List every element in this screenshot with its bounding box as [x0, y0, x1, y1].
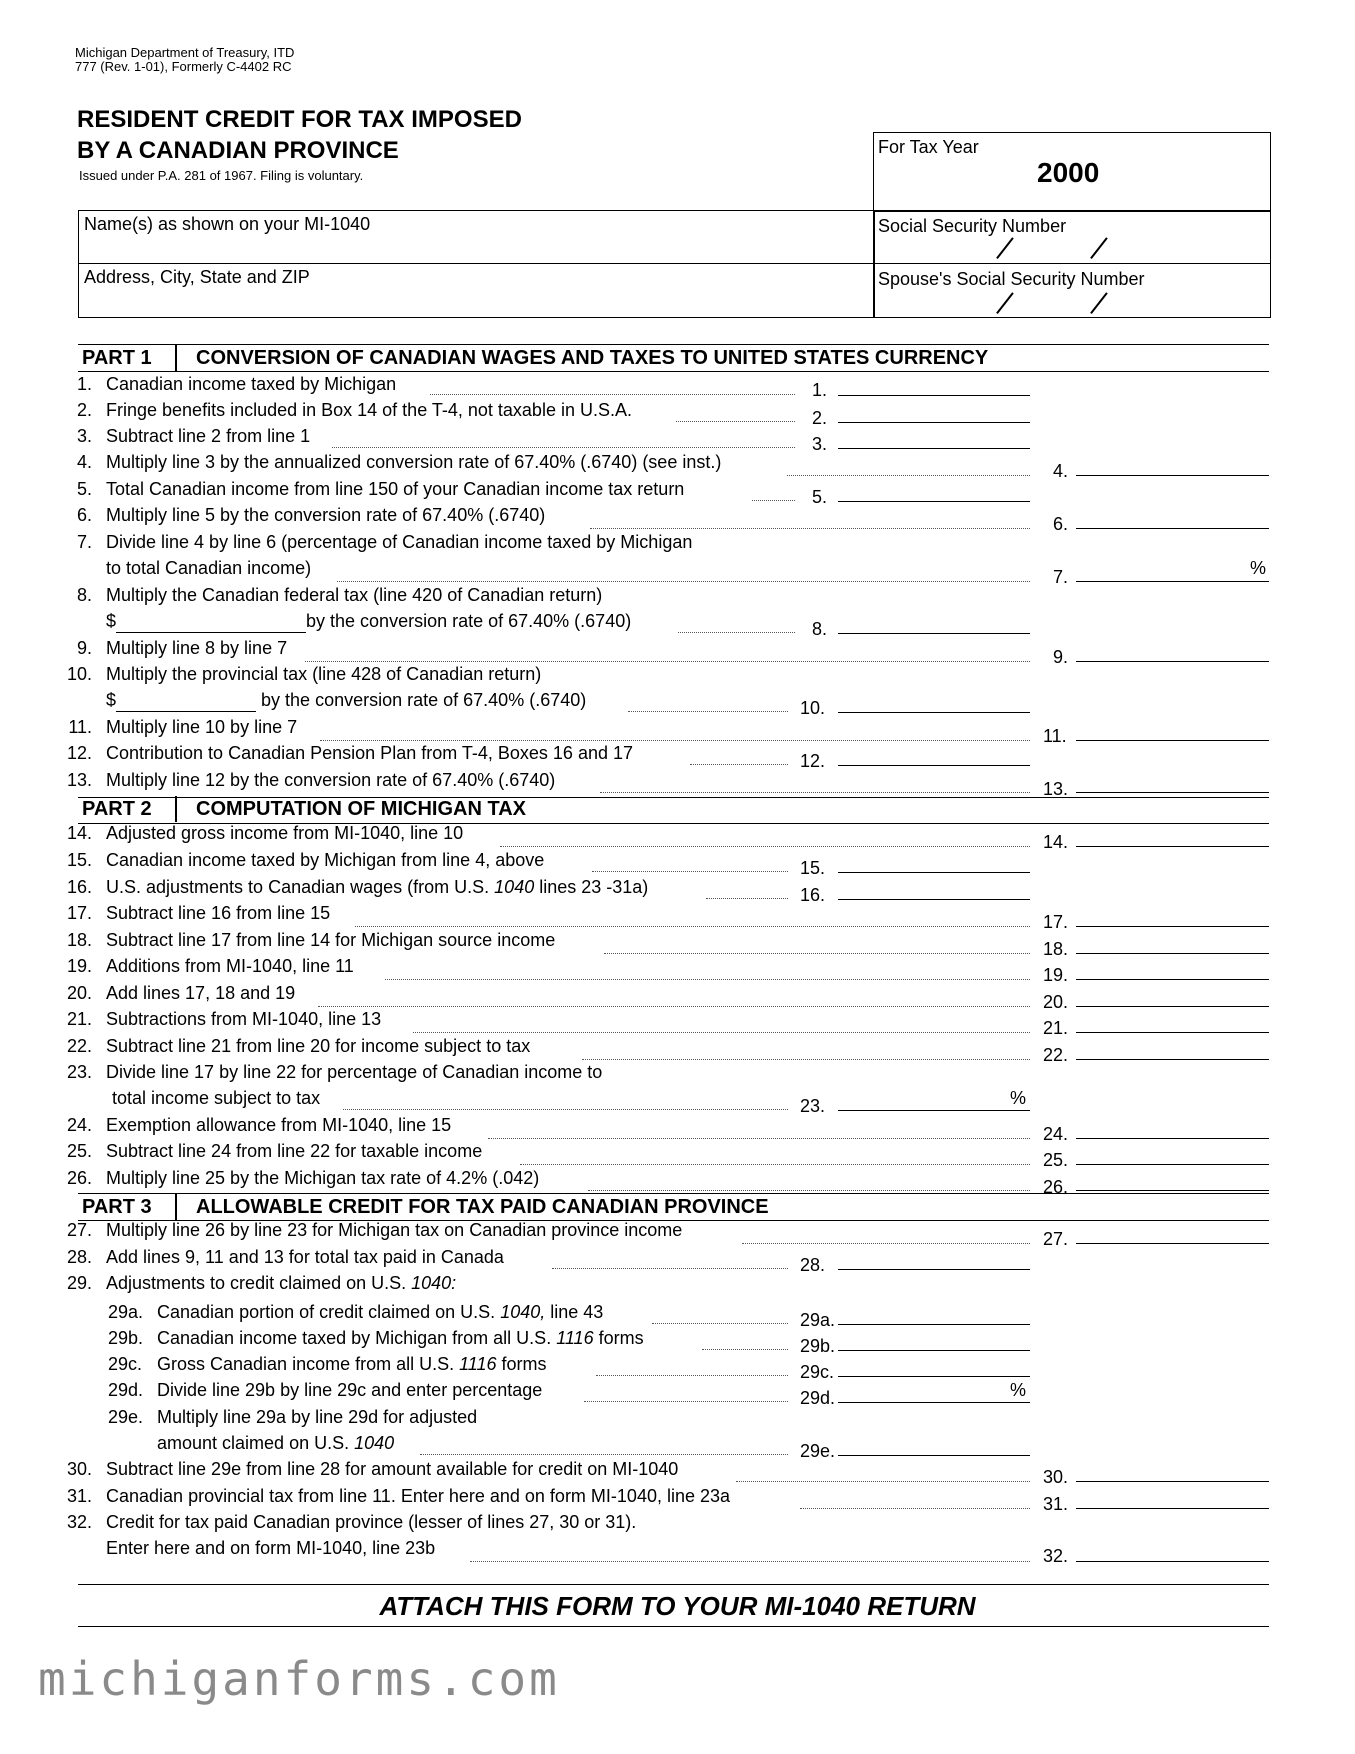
line-32-input[interactable] [1076, 1561, 1269, 1562]
line-31-input[interactable] [1076, 1508, 1269, 1509]
spouse-ssn-field[interactable] [873, 263, 1271, 318]
part-1-header [78, 347, 1268, 370]
line-7-input[interactable] [1076, 581, 1269, 582]
divider [78, 371, 1269, 372]
line-5: 5. Total Canadian income from line 150 of your Canadian income tax return 5. [0, 479, 1355, 505]
title-line-2: BY A CANADIAN PROVINCE [77, 137, 399, 164]
line-25: 25. Subtract line 24 from line 22 for taxable income 25. [0, 1141, 1355, 1167]
line-8: 8. Multiply the Canadian federal tax (line 420 of Canadian return) [76, 585, 603, 605]
line-22-input[interactable] [1076, 1059, 1269, 1060]
line-8-input[interactable] [838, 633, 1030, 634]
line-5-input[interactable] [838, 501, 1030, 502]
title-line-1: RESIDENT CREDIT FOR TAX IMPOSED [77, 106, 522, 133]
line-29c: 29c. Gross Canadian income from all U.S. 1116 forms 29c. [0, 1354, 1355, 1380]
line-28: 28. Add lines 9, 11 and 13 for total tax paid in Canada 28. [0, 1247, 1355, 1273]
ssn-separator [1090, 237, 1107, 258]
line-8-cont: $ by the conversion rate of 67.40% (.6740) 8. [0, 611, 1355, 637]
line-12-input[interactable] [838, 765, 1030, 766]
line-25-input[interactable] [1076, 1164, 1269, 1165]
federal-tax-input[interactable] [116, 611, 306, 633]
form-title [77, 104, 522, 166]
line-18-input[interactable] [1076, 953, 1269, 954]
address-label: Address, City, State and ZIP [84, 267, 310, 287]
line-29c-input[interactable] [838, 1376, 1030, 1377]
attach-instruction: ATTACH THIS FORM TO YOUR MI-1040 RETURN [379, 1591, 976, 1621]
line-1-input[interactable] [838, 395, 1030, 396]
ssn-field[interactable] [873, 210, 1271, 264]
line-10: 10. Multiply the provincial tax (line 428 of Canadian return) [66, 664, 542, 684]
agency-line-2: 777 (Rev. 1-01), Formerly C-4402 RC [75, 59, 292, 74]
part-separator [175, 796, 177, 822]
line-13: 13. Multiply line 12 by the conversion rate of 67.40% (.6740) 13. [0, 770, 1355, 796]
line-24-input[interactable] [1076, 1138, 1269, 1139]
line-28-input[interactable] [838, 1269, 1030, 1270]
line-6-input[interactable] [1076, 528, 1269, 529]
part-title: CONVERSION OF CANADIAN WAGES AND TAXES TO UNITED STATES CURRENCY [196, 347, 989, 369]
line-23-cont: total income subject to tax 23. % [0, 1088, 1355, 1114]
line-30: 30. Subtract line 29e from line 28 for amount available for credit on MI-1040 30. [0, 1459, 1355, 1485]
line-4: 4. Multiply line 3 by the annualized conversion rate of 67.40% (.6740) (see inst.) 4. [0, 452, 1355, 478]
line-29: 29. Adjustments to credit claimed on U.S. 1040: [66, 1273, 457, 1293]
line-7: 7. Divide line 4 by line 6 (percentage of Canadian income taxed by Michigan [76, 532, 693, 552]
line-29a-input[interactable] [838, 1324, 1030, 1325]
line-2: 2. Fringe benefits included in Box 14 of the T-4, not taxable in U.S.A. 2. [0, 400, 1355, 426]
spouse-ssn-label: Spouse's Social Security Number [878, 269, 1145, 289]
part-label: PART 1 [82, 347, 152, 369]
provincial-tax-input[interactable] [116, 690, 256, 712]
line-13-input[interactable] [1076, 792, 1269, 793]
part-separator [175, 345, 177, 371]
ssn-label: Social Security Number [878, 216, 1067, 236]
address-field[interactable] [78, 263, 875, 318]
line-2-input[interactable] [838, 422, 1030, 423]
line-27-input[interactable] [1076, 1243, 1269, 1244]
line-19-input[interactable] [1076, 979, 1269, 980]
tax-year-label: For Tax Year [878, 137, 979, 157]
line-3: 3. Subtract line 2 from line 1 3. [0, 426, 1355, 452]
line-14-input[interactable] [1076, 846, 1269, 847]
divider [78, 344, 1269, 345]
line-10-input[interactable] [838, 712, 1030, 713]
line-12: 12. Contribution to Canadian Pension Plan from T-4, Boxes 16 and 17 12. [0, 743, 1355, 769]
line-14: 14. Adjusted gross income from MI-1040, line 10 14. [0, 823, 1355, 849]
divider [78, 1626, 1269, 1627]
line-9: 9. Multiply line 8 by line 7 9. [0, 638, 1355, 664]
line-29b-input[interactable] [838, 1350, 1030, 1351]
name-label: Name(s) as shown on your MI-1040 [84, 214, 371, 234]
line-21: 21. Subtractions from MI-1040, line 13 21. [0, 1009, 1355, 1035]
ssn-separator [1090, 292, 1107, 313]
line-24: 24. Exemption allowance from MI-1040, line 15 24. [0, 1115, 1355, 1141]
agency-line-1: Michigan Department of Treasury, ITD [75, 45, 295, 60]
divider [78, 1584, 1269, 1585]
part-title: ALLOWABLE CREDIT FOR TAX PAID CANADIAN PROVINCE [196, 1196, 769, 1218]
line-32: 32. Credit for tax paid Canadian province (lesser of lines 27, 30 or 31). [66, 1512, 637, 1532]
tax-year-box [873, 132, 1271, 212]
part-title: COMPUTATION OF MICHIGAN TAX [196, 798, 526, 820]
name-field[interactable] [78, 210, 875, 264]
line-23: 23. Divide line 17 by line 22 for percentage of Canadian income to [66, 1062, 603, 1082]
line-1: 1. Canadian income taxed by Michigan 1. [0, 374, 1355, 400]
line-16: 16. U.S. adjustments to Canadian wages (from U.S. 1040 lines 23 -31a) 16. [0, 877, 1355, 903]
part-separator [175, 1194, 177, 1220]
line-29e: 29e. Multiply line 29a by line 29d for adjusted [108, 1407, 478, 1427]
line-20: 20. Add lines 17, 18 and 19 20. [0, 983, 1355, 1009]
line-32-cont: Enter here and on form MI-1040, line 23b 32. [0, 1538, 1355, 1564]
line-22: 22. Subtract line 21 from line 20 for income subject to tax 22. [0, 1036, 1355, 1062]
line-23-input[interactable] [838, 1110, 1030, 1111]
tax-year-value: 2000 [1037, 157, 1100, 188]
line-15-input[interactable] [838, 872, 1030, 873]
issued-note: Issued under P.A. 281 of 1967. Filing is voluntary. [79, 168, 364, 183]
line-9-input[interactable] [1076, 661, 1269, 662]
line-30-input[interactable] [1076, 1481, 1269, 1482]
line-17: 17. Subtract line 16 from line 15 17. [0, 903, 1355, 929]
line-10-cont: $ by the conversion rate of 67.40% (.6740) 10. [0, 690, 1355, 716]
ssn-separator [996, 237, 1013, 258]
line-21-input[interactable] [1076, 1032, 1269, 1033]
line-16-input[interactable] [838, 899, 1030, 900]
form-agency [75, 46, 294, 74]
line-29b: 29b. Canadian income taxed by Michigan from all U.S. 1116 forms 29b. [0, 1328, 1355, 1354]
line-31: 31. Canadian provincial tax from line 11. Enter here and on form MI-1040, line 23a 31. [0, 1486, 1355, 1512]
part-label: PART 2 [82, 798, 152, 820]
line-4-input[interactable] [1076, 475, 1269, 476]
line-26-input[interactable] [1076, 1190, 1269, 1191]
line-6: 6. Multiply line 5 by the conversion rate of 67.40% (.6740) 6. [0, 505, 1355, 531]
line-19: 19. Additions from MI-1040, line 11 19. [0, 956, 1355, 982]
line-29d-input[interactable] [838, 1402, 1030, 1403]
line-15: 15. Canadian income taxed by Michigan from line 4, above 15. [0, 850, 1355, 876]
line-29e-input[interactable] [838, 1455, 1030, 1456]
line-7-cont: to total Canadian income) 7. % [0, 558, 1355, 584]
line-26: 26. Multiply line 25 by the Michigan tax rate of 4.2% (.042) 26. [0, 1168, 1355, 1194]
part-label: PART 3 [82, 1196, 152, 1218]
part-3-header [78, 1196, 1268, 1219]
line-29d: 29d. Divide line 29b by line 29c and enter percentage 29d. % [0, 1380, 1355, 1406]
watermark: michiganforms.com [38, 1652, 560, 1706]
line-17-input[interactable] [1076, 926, 1269, 927]
line-29e-cont: amount claimed on U.S. 1040 29e. [0, 1433, 1355, 1459]
line-20-input[interactable] [1076, 1006, 1269, 1007]
line-3-input[interactable] [838, 448, 1030, 449]
line-29a: 29a. Canadian portion of credit claimed on U.S. 1040, line 43 29a. [0, 1302, 1355, 1328]
line-11-input[interactable] [1076, 740, 1269, 741]
line-27: 27. Multiply line 26 by line 23 for Michigan tax on Canadian province income 27. [0, 1220, 1355, 1246]
part-2-header [78, 798, 1268, 821]
ssn-separator [996, 292, 1013, 313]
line-11: 11. Multiply line 10 by line 7 11. [0, 717, 1355, 743]
line-18: 18. Subtract line 17 from line 14 for Michigan source income 18. [0, 930, 1355, 956]
